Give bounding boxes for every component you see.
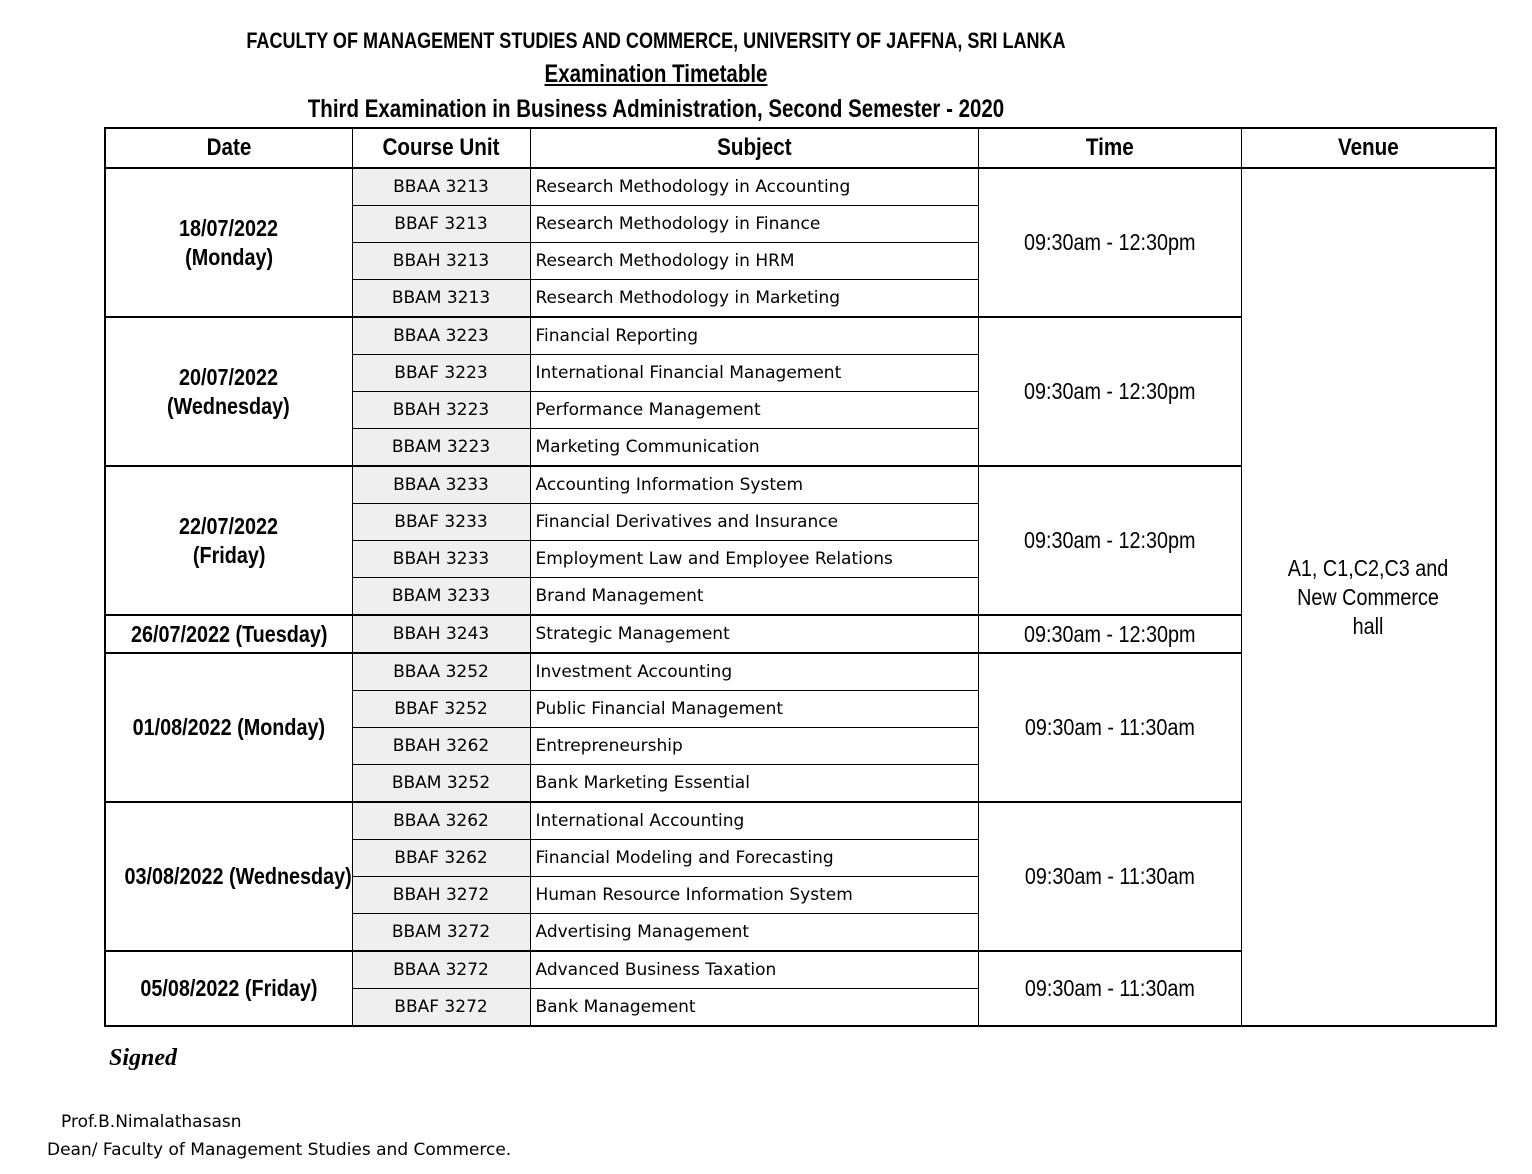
course-unit-code: BBAM 3213 — [352, 280, 530, 318]
subject-name: Human Resource Information System — [530, 877, 978, 914]
venue-cell — [1241, 168, 1496, 1026]
column-header-label: Time — [1085, 134, 1134, 161]
course-unit-code: BBAH 3243 — [352, 615, 530, 653]
column-header-venue — [1241, 128, 1496, 168]
exam-date-text: (Wednesday) — [167, 392, 291, 419]
exam-time-cell — [978, 466, 1241, 615]
table-header-row — [105, 128, 1496, 168]
exam-date-text: (Monday) — [184, 243, 273, 270]
subject-name: Advertising Management — [530, 914, 978, 952]
exam-date-line — [106, 862, 352, 891]
exam-time-text: 09:30am - 11:30am — [1024, 975, 1195, 1001]
exam-date-line — [106, 713, 352, 742]
exam-timetable — [104, 127, 1497, 1027]
exam-date-line — [106, 214, 352, 243]
course-unit-code: BBAF 3213 — [352, 206, 530, 243]
venue-text: A1, C1,C2,C3 and New Commerce hall — [1287, 554, 1449, 639]
course-unit-code: BBAH 3262 — [352, 728, 530, 765]
subject-name: Research Methodology in HRM — [530, 243, 978, 280]
course-unit-code: BBAM 3272 — [352, 914, 530, 952]
subject-name: Employment Law and Employee Relations — [530, 541, 978, 578]
course-unit-code: BBAF 3252 — [352, 691, 530, 728]
course-unit-code: BBAF 3272 — [352, 989, 530, 1027]
column-header-label: Course Unit — [382, 134, 500, 161]
exam-date-cell — [105, 466, 352, 615]
column-header-time — [978, 128, 1241, 168]
course-unit-code: BBAA 3262 — [352, 802, 530, 840]
course-unit-code: BBAH 3213 — [352, 243, 530, 280]
exam-date-text: 05/08/2022 (Friday) — [140, 975, 318, 1001]
signatory-name: Prof.B.Nimalathasasn — [61, 1112, 242, 1132]
course-unit-code: BBAA 3252 — [352, 653, 530, 691]
column-header-subject — [530, 128, 978, 168]
course-unit-code: BBAF 3233 — [352, 504, 530, 541]
course-unit-code: BBAH 3233 — [352, 541, 530, 578]
course-unit-code: BBAA 3223 — [352, 317, 530, 355]
subject-name: Research Methodology in Accounting — [530, 168, 978, 206]
exam-date-text: 20/07/2022 — [179, 363, 279, 390]
column-header-course-unit — [352, 128, 530, 168]
exam-time-cell — [978, 168, 1241, 317]
column-header-label: Venue — [1337, 134, 1399, 161]
exam-date-cell — [105, 802, 352, 951]
exam-date-line — [106, 363, 352, 392]
exam-time-cell — [978, 802, 1241, 951]
exam-time-cell — [978, 317, 1241, 466]
subject-name: Entrepreneurship — [530, 728, 978, 765]
subject-name: Public Financial Management — [530, 691, 978, 728]
course-unit-code: BBAM 3233 — [352, 578, 530, 616]
course-unit-code: BBAA 3272 — [352, 951, 530, 989]
course-unit-code: BBAM 3252 — [352, 765, 530, 803]
course-unit-code: BBAH 3223 — [352, 392, 530, 429]
subject-name: International Financial Management — [530, 355, 978, 392]
exam-date-cell — [105, 317, 352, 466]
exam-date-line — [106, 974, 352, 1003]
exam-date-line — [106, 243, 352, 272]
exam-time-cell — [978, 653, 1241, 802]
course-unit-code: BBAF 3223 — [352, 355, 530, 392]
subject-name: Research Methodology in Marketing — [530, 280, 978, 318]
exam-time-text: 09:30am - 12:30pm — [1023, 620, 1196, 647]
exam-time-text: 09:30am - 12:30pm — [1023, 229, 1196, 255]
exam-title: Third Examination in Business Administration, Second Semester - 2020 — [307, 95, 1005, 123]
exam-time-text: 09:30am - 11:30am — [1024, 863, 1195, 889]
column-header-label: Date — [206, 134, 252, 161]
column-header-date — [105, 128, 352, 168]
course-unit-code: BBAF 3262 — [352, 840, 530, 877]
exam-time-cell — [978, 951, 1241, 1026]
exam-date-text: 26/07/2022 (Tuesday) — [130, 620, 327, 647]
subject-name: Financial Reporting — [530, 317, 978, 355]
subject-name: Advanced Business Taxation — [530, 951, 978, 989]
exam-date-cell — [105, 168, 352, 317]
exam-date-line — [106, 620, 352, 649]
institution-heading: FACULTY OF MANAGEMENT STUDIES AND COMMERCE, UNIVERSITY OF JAFFNA, SRI LANKA — [246, 28, 1066, 53]
course-unit-code: BBAH 3272 — [352, 877, 530, 914]
subject-name: Financial Modeling and Forecasting — [530, 840, 978, 877]
course-unit-code: BBAM 3223 — [352, 429, 530, 467]
exam-date-text: 03/08/2022 (Wednesday) — [124, 863, 352, 889]
subject-name: Accounting Information System — [530, 466, 978, 504]
subject-name: Financial Derivatives and Insurance — [530, 504, 978, 541]
course-unit-code: BBAA 3213 — [352, 168, 530, 206]
signatory-title: Dean/ Faculty of Management Studies and Commerce. — [47, 1140, 512, 1160]
subject-name: Brand Management — [530, 578, 978, 616]
exam-time-text: 09:30am - 11:30am — [1024, 714, 1195, 740]
exam-date-text: 01/08/2022 (Monday) — [132, 714, 325, 740]
signed-mark: Signed — [109, 1045, 178, 1071]
exam-date-line — [106, 512, 352, 541]
exam-time-text: 09:30am - 12:30pm — [1023, 378, 1196, 404]
exam-date-line — [106, 392, 352, 421]
subject-name: Research Methodology in Finance — [530, 206, 978, 243]
exam-date-cell — [105, 951, 352, 1026]
subject-name: Investment Accounting — [530, 653, 978, 691]
document-title: Examination Timetable — [544, 60, 768, 88]
column-header-label: Subject — [716, 134, 792, 161]
subject-name: Performance Management — [530, 392, 978, 429]
exam-date-cell — [105, 653, 352, 802]
exam-date-line — [106, 541, 352, 570]
subject-name: Bank Management — [530, 989, 978, 1027]
timetable-body — [105, 168, 1496, 1026]
course-unit-code: BBAA 3233 — [352, 466, 530, 504]
exam-date-text: (Friday) — [192, 541, 266, 568]
exam-date-text: 22/07/2022 — [179, 512, 279, 539]
table-row — [105, 168, 1496, 206]
exam-time-text: 09:30am - 12:30pm — [1023, 527, 1196, 553]
exam-time-cell — [978, 615, 1241, 653]
subject-name: Strategic Management — [530, 615, 978, 653]
subject-name: Marketing Communication — [530, 429, 978, 467]
exam-date-cell — [105, 615, 352, 653]
subject-name: International Accounting — [530, 802, 978, 840]
subject-name: Bank Marketing Essential — [530, 765, 978, 803]
exam-date-text: 18/07/2022 — [179, 214, 279, 241]
